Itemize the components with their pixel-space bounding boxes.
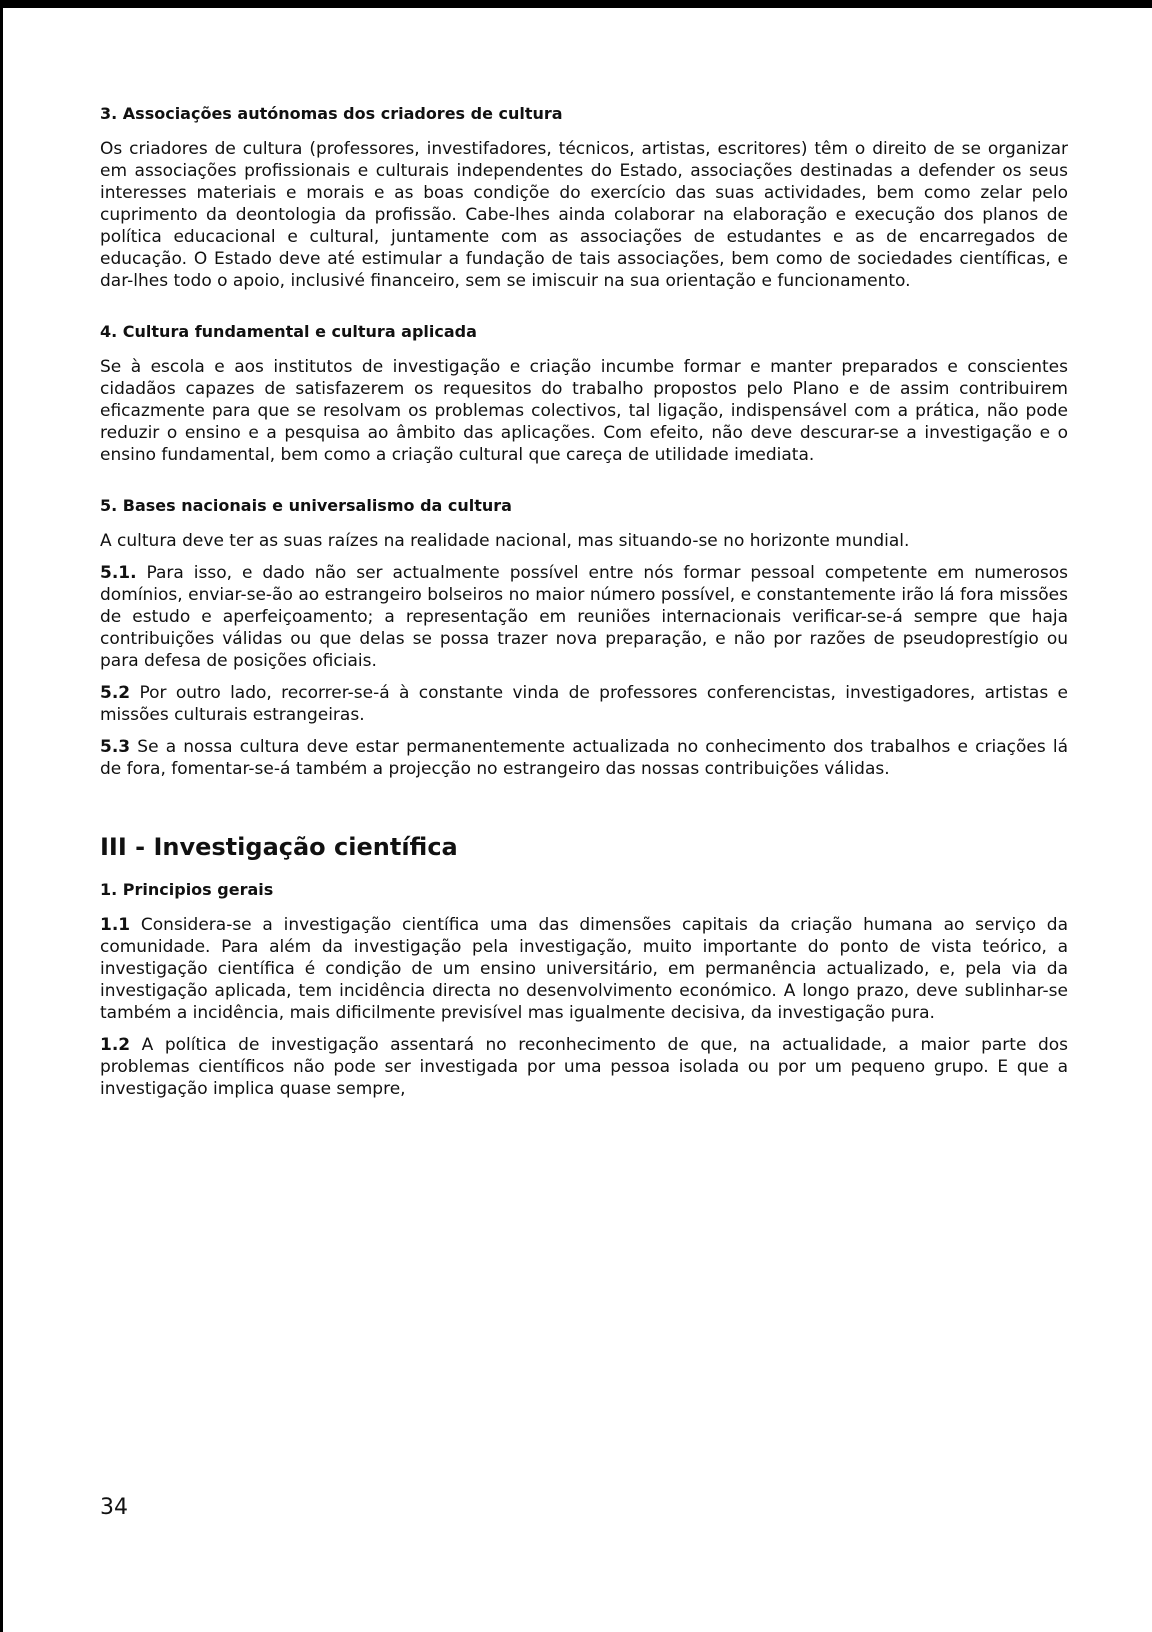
section-5-item — [100, 736, 1068, 780]
section-4-paragraph: Se à escola e aos institutos de investigação e criação incumbe formar e manter preparados e conscientes cidadãos capazes de satisfazerem os requesitos do trabalho propostos pelo Plano e de assim contribuirem eficazmente para que se resolvam os problemas colectivos, tal ligação, indispensável com a prática, não pode reduzir o ensino e a pesquisa ao âmbito das aplicações. Com efeito, não deve descurar-se a investigação e o ensino fundamental, bem como a criação cultural que careça de utilidade imediata. — [100, 357, 1068, 465]
item-number: 1.2 — [100, 1035, 131, 1055]
section-3-paragraph: Os criadores de cultura (professores, investifadores, técnicos, artistas, escritores) têm o direito de se organizar em associações profissionais e culturais independentes do Estado, associações destinadas a defender os seus interesses materiais e morais e as boas condiçõe do exercício das suas actividades, bem como zelar pelo cuprimento da deontologia da profissão. Cabe-lhes ainda colaborar na elaboração e execução dos planos de política educacional e cultural, juntamente com as associações de estudantes e as de encarregados de educação. O Estado deve até estimular a fundação de tais associações, bem como de sociedades científicas, e dar-lhes todo o apoio, inclusivé financeiro, sem se imiscuir na sua orientação e funcionamento. — [100, 139, 1068, 291]
part-3-section-1-heading: 1. Principios gerais — [100, 880, 274, 899]
item-text: Por outro lado, recorrer-se-á à constante vinda de professores conferencistas, investigadores, artistas e missões culturais estrangeiras. — [100, 683, 1069, 725]
section-5-heading: 5. Bases nacionais e universalismo da cultura — [100, 496, 512, 515]
item-number: 5.3 — [100, 737, 131, 757]
part-title: III - Investigação científica — [100, 833, 458, 861]
page-number: 34 — [100, 1495, 128, 1520]
part-3-section-1 — [100, 880, 1068, 1100]
section-5 — [100, 496, 1068, 780]
section-4 — [100, 322, 1068, 466]
section-3-heading: 3. Associações autónomas dos criadores de cultura — [100, 104, 563, 123]
item-number: 5.2 — [100, 683, 131, 703]
item-text: Considera-se a investigação científica uma das dimensões capitais da criação humana ao serviço da comunidade. Para além da investigação pela investigação, muito importante do ponto de vista teórico, a investigação científica é condição de um ensino universitário, em permanência actualizado, e, pela via da investigação aplicada, tem incidência directa no desenvolvimento económico. A longo prazo, deve sublinhar-se também a incidência, mais dificilmente previsível mas igualmente decisiva, da investigação pura. — [100, 915, 1068, 1023]
section-3 — [100, 104, 1068, 292]
item-text: Se a nossa cultura deve estar permanentemente actualizada no conhecimento dos trabalhos e criações lá de fora, fomentar-se-á também a projecção no estrangeiro das nossas contribuições válidas. — [100, 737, 1069, 779]
scan-border-top — [0, 0, 1152, 8]
part-3-item — [100, 914, 1068, 1024]
scan-border-left — [0, 0, 3, 1632]
section-5-intro: A cultura deve ter as suas raízes na realidade nacional, mas situando-se no horizonte mundial. — [100, 531, 910, 551]
part-3-item — [100, 1034, 1068, 1100]
section-4-heading: 4. Cultura fundamental e cultura aplicada — [100, 322, 477, 341]
item-number: 1.1 — [100, 915, 131, 935]
section-5-item — [100, 682, 1068, 726]
item-text: Para isso, e dado não ser actualmente possível entre nós formar pessoal competente em numerosos domínios, enviar-se-ão ao estrangeiro bolseiros no maior número possível, e constantemente irão lá fora missões de estudo e aperfeiçoamento; a representação em reuniões internacionais verificar-se-á sempre que haja contribuições válidas ou que delas se possa trazer nova preparação, e não por razões de pseudoprestígio ou para defesa de posições oficiais. — [100, 563, 1069, 671]
section-5-item — [100, 562, 1068, 672]
item-number: 5.1. — [100, 563, 137, 583]
page-content — [100, 104, 1068, 1130]
item-text: A política de investigação assentará no reconhecimento de que, na actualidade, a maior parte dos problemas científicos não pode ser investigada por uma pessoa isolada ou por um pequeno grupo. E que a investigação implica quase sempre, — [100, 1035, 1068, 1099]
